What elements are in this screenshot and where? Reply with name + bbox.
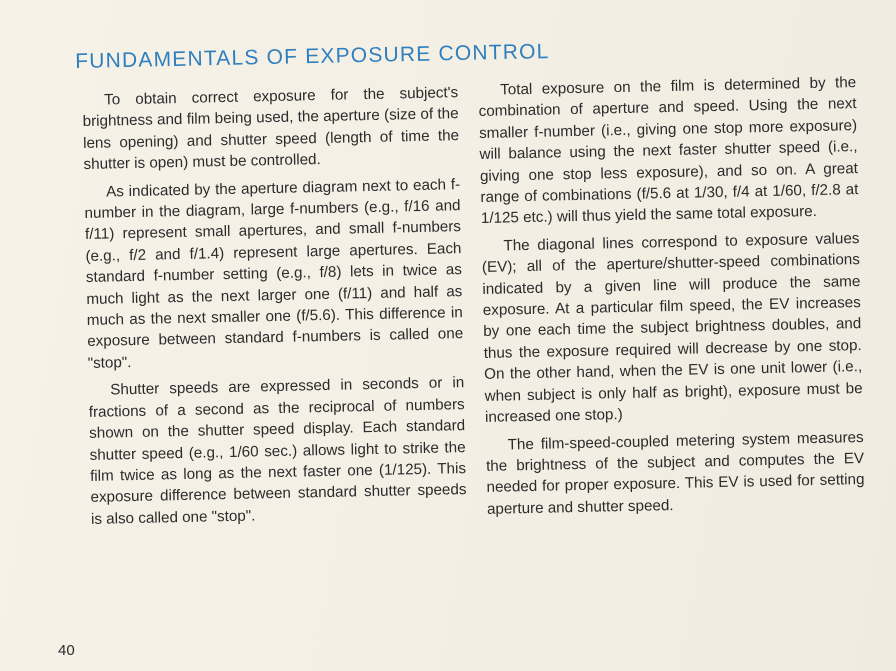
paragraph: The diagonal lines correspond to exposure values (EV); all of the aperture/shutter-speed combinations indicated by a given line will produce the same exposure. At a particular film speed, the EV increases by one each time the subject brightness doubles, and thus the exposure required will decrease by one stop. On the other hand, when the EV is one unit lower (i.e., when subject is only half as bright), exposure must be increased one stop.) [481, 229, 863, 427]
paragraph: To obtain correct exposure for the subject's brightness and film being used, the aperture (size of the lens opening) and shutter speed (length of time the shutter is open) must be controlled. [82, 84, 460, 174]
paragraph: Total exposure on the film is determined by the combination of aperture and speed. Using the next smaller f-number (i.e., giving one stop more exposure) will balance using the next faster shutter speed (i.e., giving one stop less exposure), and so on. A great range of combinations (f/5.6 at 1/30, f/4 at 1/60, f/2.8 at 1/125 etc.) will thus yield the same total exposure. [478, 74, 859, 228]
right-column [478, 72, 865, 526]
paragraph: As indicated by the aperture diagram next to each f-number in the diagram, large f-numbers (e.g., f/16 and f/11) represent small apertures, and small f-numbers (e.g., f/2 and f/1.4) represent large apertures. Each standard f-number setting (e.g., f/8) lets in twice as much light as the next larger one (f/11) and half as much as the next smaller one (f/5.6). This difference in exposure between standard f-numbers is called one "stop". [84, 175, 464, 372]
page-number: 40 [58, 642, 75, 659]
left-column [82, 82, 467, 536]
paragraph: The film-speed-coupled metering system measures the brightness of the subject and computes the EV needed for proper exposure. This EV is used for setting aperture and shutter speed. [485, 428, 865, 518]
page-title: FUNDAMENTALS OF EXPOSURE CONTROL [75, 40, 550, 73]
paragraph: Shutter speeds are expressed in seconds or in fractions of a second as the reciprocal of numbers shown on the shutter speed display. Each standard shutter speed (e.g., 1/60 sec.) allows light to strike the film twice as long as the next faster one (1/125). This exposure difference between standard shutter speeds is also called one "stop". [88, 374, 467, 528]
